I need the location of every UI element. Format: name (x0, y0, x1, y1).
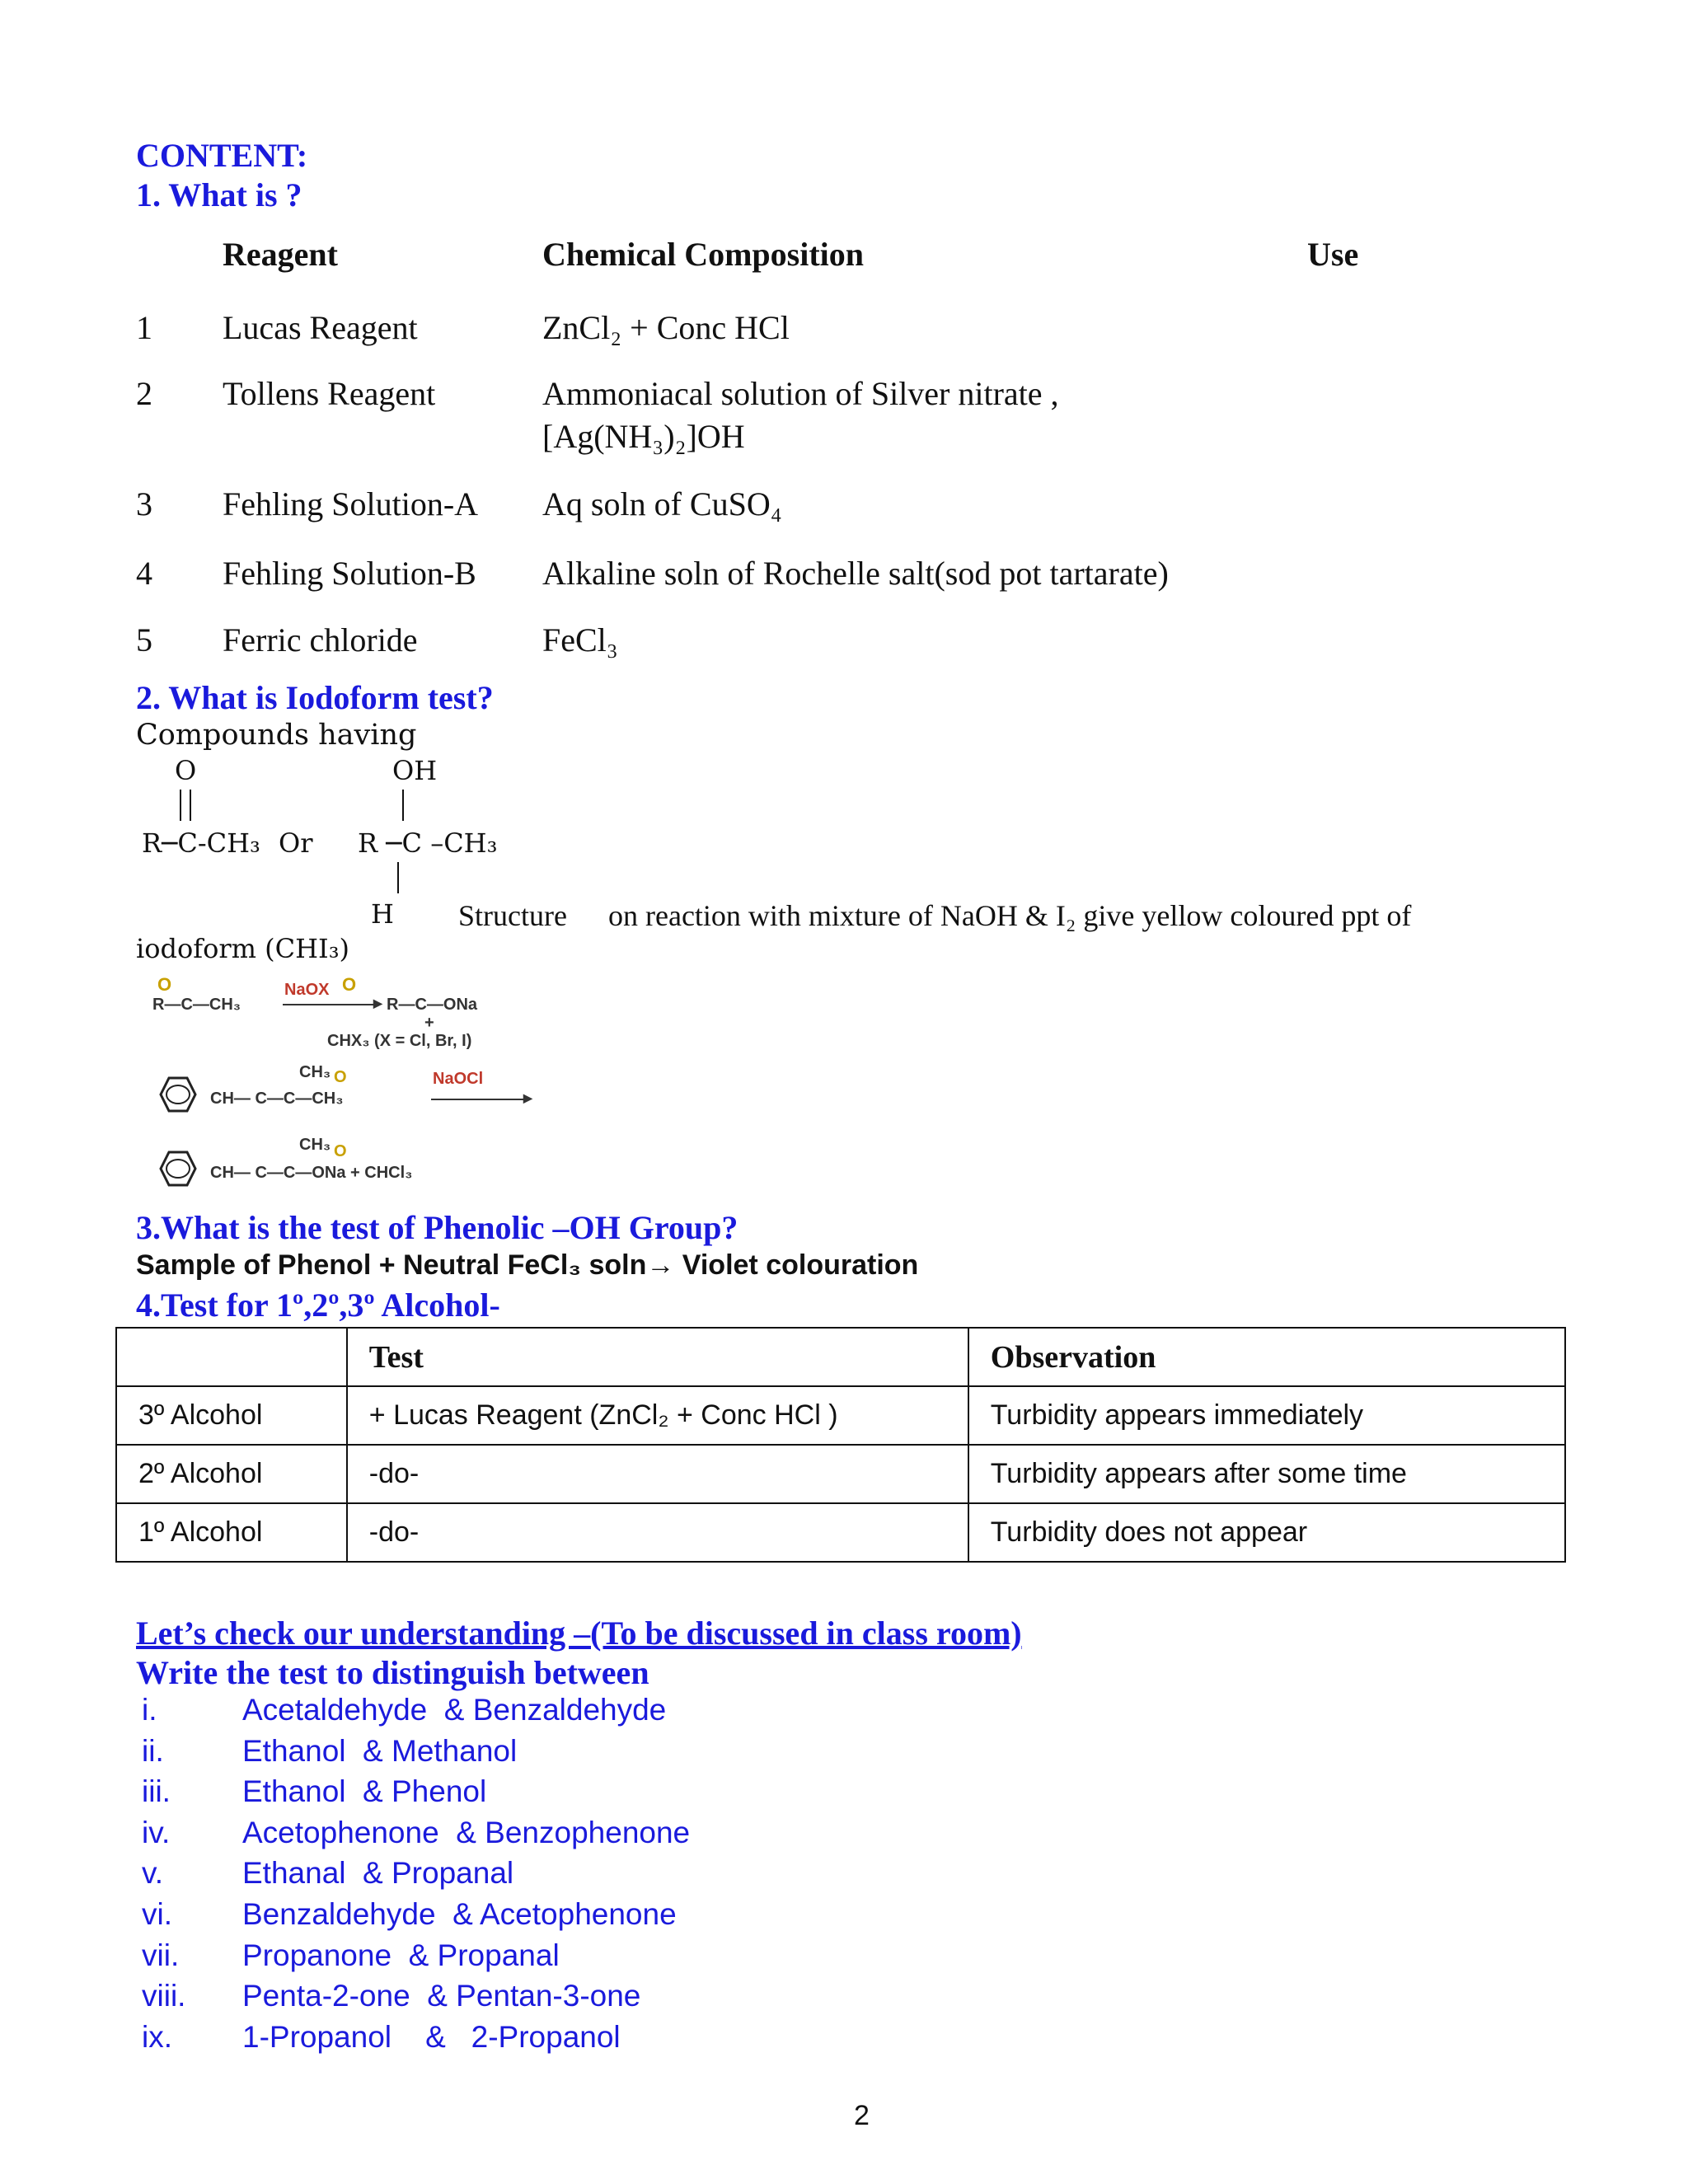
product: R—C—ONa (387, 996, 478, 1014)
list-number: vi. (142, 1896, 172, 1931)
list-number: viii. (142, 1979, 186, 2013)
reagent-row-number: 1 (136, 309, 152, 346)
reagent-composition: Ammoniacal solution of Silver nitrate , (542, 375, 1059, 412)
test-cell: -do- (347, 1445, 968, 1503)
q3-heading: 3.What is the test of Phenolic –OH Group? (136, 1209, 738, 1246)
list-text: Ethanal & Propanal (242, 1856, 514, 1891)
reaction-arrow (283, 1004, 378, 1005)
content-heading: CONTENT: (136, 137, 308, 174)
q3-answer (136, 1249, 918, 1282)
carbonyl-oxygen: O (342, 974, 357, 995)
carbonyl-oxygen: O (157, 974, 172, 995)
or-label: Or (279, 827, 313, 859)
list-text: Propanone & Propanal (242, 1938, 560, 1972)
list-number: i. (142, 1693, 157, 1727)
alcohol-type: 1º Alcohol (116, 1503, 347, 1562)
check-subheading: Write the test to distinguish between (136, 1654, 649, 1691)
reagent-header: Reagent (223, 236, 338, 273)
list-number: ii. (142, 1733, 164, 1768)
product-chain: CH— C—C—ONa + CHCl₃ (210, 1164, 413, 1182)
methyl-group: CH₃ (299, 1063, 331, 1081)
reagent-row-number: 5 (136, 621, 152, 658)
observation-cell: Turbidity appears immediately (968, 1386, 1565, 1445)
methyl-group: CH₃ (299, 1136, 331, 1154)
table-header-observation: Observation (968, 1328, 1565, 1386)
iodoform-line: iodoform (CHI₃) (136, 933, 349, 964)
test-cell: + Lucas Reagent (ZnCl₂ + Conc HCl ) (347, 1386, 968, 1445)
arrow-icon: → (646, 1249, 675, 1281)
single-bond-line (402, 790, 404, 821)
structure-word: Structure (458, 899, 567, 932)
reagent-composition: Aq soln of CuSO₄ (542, 485, 782, 523)
reagent-row-number: 3 (136, 485, 152, 523)
double-bond-line (180, 790, 191, 821)
reagent-name: Fehling Solution-B (223, 555, 476, 592)
reactant: R—C—CH₃ (152, 996, 241, 1014)
list-text: 1-Propanol & 2-Propanol (242, 2019, 621, 2054)
list-number: v. (142, 1856, 164, 1891)
alcohol-type: 3º Alcohol (116, 1386, 347, 1445)
reagent-composition-formula: [Ag(NH₃)₂]OH (542, 418, 745, 455)
ketone-oxygen: O (175, 755, 197, 786)
page-number: 2 (854, 2100, 870, 2131)
observation-cell: Turbidity does not appear (968, 1503, 1565, 1562)
list-text: Ethanol & Phenol (242, 1774, 487, 1809)
list-text: Ethanol & Methanol (242, 1733, 518, 1768)
table-row (116, 1386, 1565, 1445)
carbonyl-oxygen: O (334, 1068, 347, 1086)
reagent-row-number: 2 (136, 375, 152, 412)
alcohol-structure: R ─C –CH₃ (358, 827, 498, 859)
reactant-chain: CH— C—C—CH₃ (210, 1090, 344, 1108)
plus-sign: + (424, 1014, 434, 1032)
table-header-test: Test (347, 1328, 968, 1386)
alcohol-type: 2º Alcohol (116, 1445, 347, 1503)
reagent-composition: ZnCl₂ + Conc HCl (542, 309, 790, 346)
q2-intro: Compounds having (136, 719, 417, 752)
alcohol-hydrogen: H (371, 898, 394, 930)
carbonyl-oxygen: O (334, 1142, 347, 1160)
reaction-text: on reaction with mixture of NaOH & I₂ give yellow coloured ppt of (608, 899, 1412, 932)
arrow-head-icon: ▶ (523, 1091, 532, 1104)
single-bond-line (397, 862, 399, 893)
benzene-ring-icon (144, 1144, 210, 1193)
list-number: iv. (142, 1815, 171, 1849)
ketone-structure: R─C-CH₃ (142, 827, 260, 859)
check-heading: Let’s check our understanding –(To be discussed in class room) (136, 1615, 1022, 1652)
alcohol-test-table (115, 1327, 1566, 1563)
reagent-label: NaOCl (433, 1070, 484, 1088)
list-text: Penta-2-one & Pentan-3-one (242, 1979, 641, 2013)
table-header-cell (116, 1328, 347, 1386)
reagent-name: Lucas Reagent (223, 309, 418, 346)
list-text: Benzaldehyde & Acetophenone (242, 1896, 677, 1931)
table-header-row (116, 1328, 1565, 1386)
list-text: Acetophenone & Benzophenone (242, 1815, 691, 1849)
benzene-ring-icon (144, 1070, 210, 1119)
q3-answer-text: Sample of Phenol + Neutral FeCl₃ soln (136, 1249, 647, 1281)
reaction-arrow (431, 1099, 528, 1100)
q1-heading: 1. What is ? (136, 176, 302, 213)
reagent-name: Fehling Solution-A (223, 485, 479, 523)
reagent-name: Ferric chloride (223, 621, 418, 658)
arrow-head-icon: ▶ (373, 996, 382, 1010)
list-text: Acetaldehyde & Benzaldehyde (242, 1693, 667, 1727)
use-header: Use (1307, 236, 1359, 273)
observation-cell: Turbidity appears after some time (968, 1445, 1565, 1503)
composition-header: Chemical Composition (542, 236, 864, 273)
reagent-row-number: 4 (136, 555, 152, 592)
reagent-label: NaOX (284, 981, 330, 999)
test-cell: -do- (347, 1503, 968, 1562)
list-number: vii. (142, 1938, 180, 1972)
alcohol-oh: OH (392, 755, 438, 786)
list-number: ix. (142, 2019, 172, 2054)
reagent-composition: Alkaline soln of Rochelle salt(sod pot tartarate) (542, 555, 1169, 592)
q3-answer-result: Violet colouration (674, 1249, 919, 1281)
reaction-scheme (136, 971, 556, 1193)
q2-heading: 2. What is Iodoform test? (136, 679, 494, 716)
haloform-product: CHX₃ (X = Cl, Br, I) (327, 1032, 472, 1050)
reagent-composition: FeCl₃ (542, 621, 618, 658)
q4-heading: 4.Test for 1º,2º,3º Alcohol- (136, 1286, 500, 1324)
list-number: iii. (142, 1774, 171, 1809)
reagent-name: Tollens Reagent (223, 375, 436, 412)
table-row (116, 1503, 1565, 1562)
table-row (116, 1445, 1565, 1503)
